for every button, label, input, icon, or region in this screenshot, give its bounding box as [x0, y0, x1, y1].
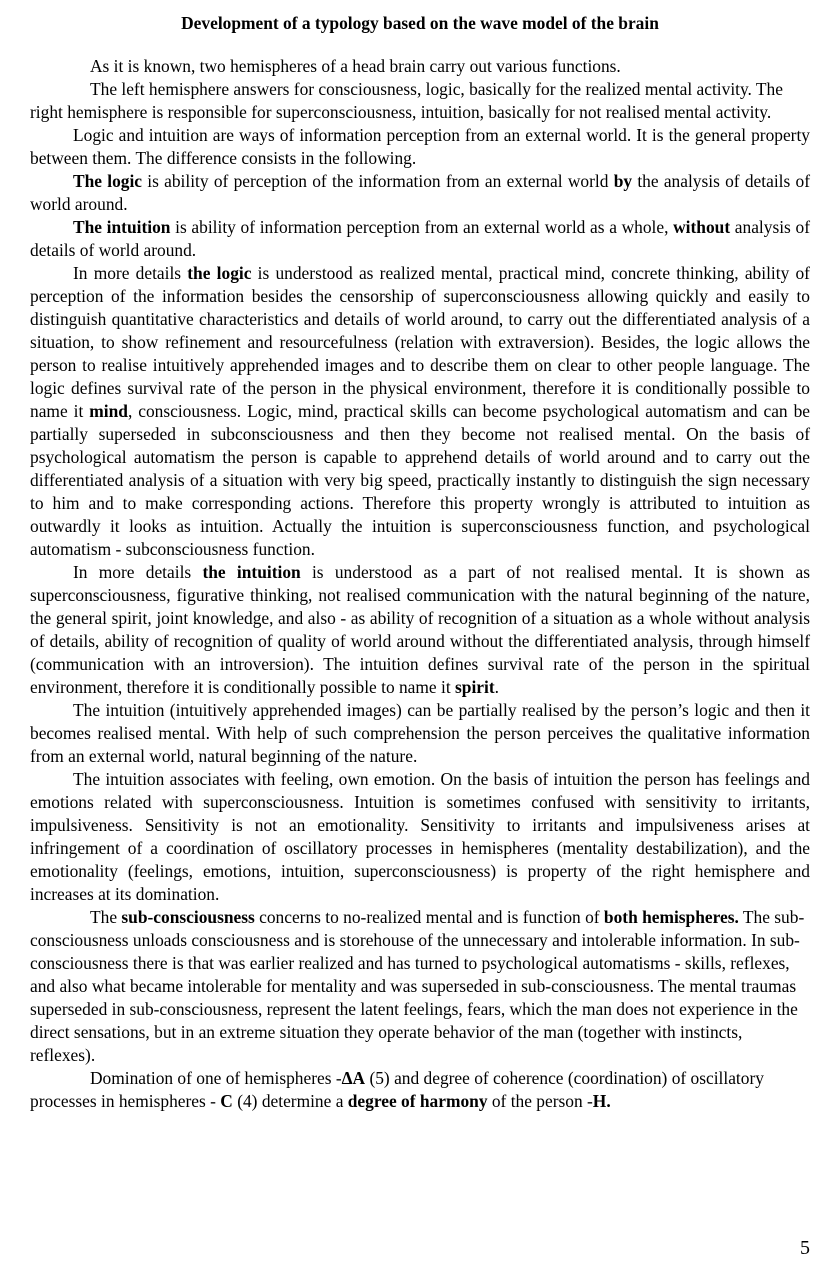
text-run: The intuition associates with feeling, own emotion. On the basis of intuition the person has feelings and emotions related with superconsciousness. Intuition is sometimes confused with sensitivity to irritants, impulsiveness. Sensitivity is not an emotionality. Sensitivity to irritants and impulsiveness arises at infringement of a coordination of oscillatory processes in hemispheres (mentality destabilization), and the emotionality (feelings, emotions, intuition, superconsciousness) is property of the right hemisphere and increases at its domination. [30, 769, 810, 904]
text-run: The sub-consciousness unloads consciousness and is storehouse of the unnecessary and intolerable information. In sub-consciousness there is that was earlier realized and has turned to psychological automatisms - skills, reflexes, and also what became intolerable for mentality and was superseded in sub-consciousness. The mental traumas superseded in sub-consciousness, represent the latent feelings, fears, which the man does not experience in the direct sensations, but in an extreme situation they operate behavior of the man (together with instincts, reflexes). [30, 907, 805, 1065]
text-run: of the person - [487, 1091, 593, 1111]
paragraph [30, 170, 810, 216]
paragraph [30, 78, 810, 124]
bold-text: without [673, 217, 731, 237]
text-run: is ability of perception of the information from an external world [142, 171, 614, 191]
bold-text: H. [592, 1091, 611, 1111]
bold-text: by [613, 171, 633, 191]
text-run: The left hemisphere answers for consciousness, logic, basically for the realized mental activity. The right hemisphere is responsible for superconsciousness, intuition, basically for not realised mental activity. [30, 79, 783, 122]
paragraph [30, 768, 810, 906]
paragraph [30, 561, 810, 699]
text-run: The intuition (intuitively apprehended images) can be partially realised by the person’s logic and then it becomes realised mental. With help of such comprehension the person perceives the qualitative information from an external world, natural beginning of the nature. [30, 700, 810, 766]
text-run: (4) determine a [232, 1091, 348, 1111]
text-run: is ability of information perception from an external world as a whole, [170, 217, 674, 237]
paragraph [30, 124, 810, 170]
text-run: , consciousness. Logic, mind, practical skills can become psychological automatism and can be partially superseded in subconsciousness and then they become not realised mental. On the basis of psychological automatism the person is capable to apprehend details of world around and to carry out the differentiated analysis of a situation with very big speed, practically instantly to distinguish the sign necessary to him and to make corresponding actions. Therefore this property wrongly is attributed to intuition as outwardly it looks as intuition. Actually the intuition is superconsciousness function, and psychological automatism - subconsciousness function. [30, 401, 810, 559]
text-run: analysis of details of world around. [30, 217, 810, 260]
text-run: . [494, 677, 499, 697]
page-number: 5 [800, 1237, 810, 1259]
bold-text: degree of harmony [347, 1091, 488, 1111]
text-run: Domination of one of hemispheres - [90, 1068, 342, 1088]
paragraph [30, 906, 810, 1067]
paragraph [30, 216, 810, 262]
text-run: Logic and intuition are ways of information perception from an external world. It is the general property between them. The difference consists in the following. [30, 125, 810, 168]
bold-text: C [220, 1091, 233, 1111]
paragraph [30, 1067, 810, 1113]
bold-text: both hemispheres. [603, 907, 739, 927]
page-title: Development of a typology based on the wave model of the brain [181, 13, 659, 33]
text-run: is understood as a part of not realised mental. It is shown as superconsciousness, figurative thinking, not realised communication with the natural beginning of the nature, the general spirit, joint knowledge, and also - as ability of recognition of a situation as a whole without analysis of details, ability of recognition of quality of world around without the differentiated analysis, through himself (communication with an introversion). The intuition defines survival rate of the person in the spiritual environment, therefore it is conditionally possible to name it [30, 562, 810, 697]
text-run: In more details [73, 263, 188, 283]
bold-text: The logic [73, 171, 143, 191]
text-run: concerns to no-realized mental and is function of [254, 907, 604, 927]
paragraph [30, 699, 810, 768]
body-text [30, 55, 810, 1113]
bold-text: sub-consciousness [121, 907, 255, 927]
text-run: is understood as realized mental, practical mind, concrete thinking, ability of perception of the information besides the censorship of superconsciousness allowing quickly and easily to distinguish quantitative characteristics and details of world around, to carry out the differentiated analysis of a situation, to show refinement and resourcefulness (relation with extraversion). Besides, the logic allows the person to realise intuitively apprehended images and to describe them on clear to other people language. The logic defines survival rate of the person in the physical environment, therefore it is conditionally possible to name it [30, 263, 810, 421]
text-run: The [90, 907, 122, 927]
bold-text: the intuition [202, 562, 301, 582]
bold-text: spirit [455, 677, 495, 697]
document-page [30, 12, 810, 1113]
text-run: As it is known, two hemispheres of a head brain carry out various functions. [90, 56, 621, 76]
bold-text: ΔA [341, 1068, 366, 1088]
text-run: the analysis of details of world around. [30, 171, 810, 214]
bold-text: the logic [187, 263, 252, 283]
paragraph [30, 262, 810, 561]
paragraph [30, 55, 810, 78]
bold-text: The intuition [73, 217, 171, 237]
text-run: (5) and degree of coherence (coordination) of oscillatory processes in hemispheres - [30, 1068, 764, 1111]
bold-text: mind [89, 401, 128, 421]
text-run: In more details [73, 562, 203, 582]
